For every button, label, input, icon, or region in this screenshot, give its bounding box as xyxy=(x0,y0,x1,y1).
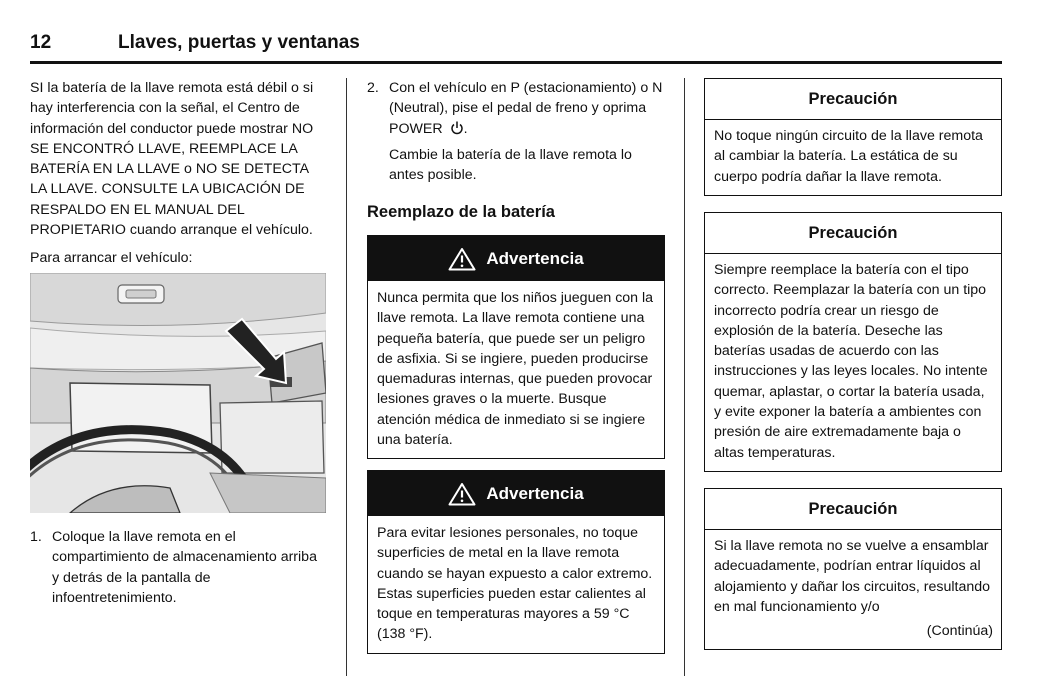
power-icon xyxy=(450,121,464,135)
caution-box-3 xyxy=(704,488,1002,650)
warning-title: Advertencia xyxy=(486,248,584,268)
page-number: 12 xyxy=(30,32,52,53)
warning-box-2 xyxy=(367,470,665,654)
start-label: Para arrancar el vehículo: xyxy=(30,250,193,267)
warning-text: Para evitar lesiones personales, no toque superficies de metal en la llave remota cuando se hayan expuesto a calor extremo. Estas superficies pueden estar calientes al toque en temperaturas mayores a 59 °C (138 °F). xyxy=(377,525,653,643)
step-text: Con el vehículo en P (estacionamiento) o N (Neutral), pise el pedal de freno y oprima POWER xyxy=(389,80,663,137)
caution-box-2 xyxy=(704,212,1002,472)
warning-box-1 xyxy=(367,235,665,459)
page-header xyxy=(30,30,1002,64)
warning-triangle-icon xyxy=(448,247,476,271)
caution-title: Precaución xyxy=(705,79,1001,120)
step-number: 1. xyxy=(30,529,42,545)
vehicle-console-figure xyxy=(30,273,326,513)
steps-list-1 xyxy=(30,527,326,608)
step-2-block xyxy=(367,78,665,185)
section-title: Llaves, puertas y ventanas xyxy=(118,32,360,53)
intro-paragraph: SI la batería de la llave remota está débil o si hay interferencia con la señal, el Centro de información del conductor puede mostrar NO SE ENCONTRÓ LLAVE, REEMPLACE LA BATERÍA EN LA LLAVE o NO SE DETECTA LA LLAVE. CONSULTE LA UBICACIÓN DE RESPALDO EN EL MANUAL DEL PROPIETARIO cuando arranque el vehículo. xyxy=(30,80,314,239)
header-rule xyxy=(30,61,1002,64)
warning-title: Advertencia xyxy=(486,483,584,503)
step-1 xyxy=(30,527,326,608)
battery-replacement-heading: Reemplazo de la batería xyxy=(367,203,555,221)
caution-title: Precaución xyxy=(705,489,1001,530)
step-text: Coloque la llave remota en el compartimiento de almacenamiento arriba y detrás de la pantalla de infoentretenimiento. xyxy=(52,529,317,606)
column-divider-right xyxy=(684,78,685,676)
caution-title: Precaución xyxy=(705,213,1001,254)
continued-label: (Continúa) xyxy=(926,623,993,640)
caution-text: Siempre reemplace la batería con el tipo correcto. Reemplazar la batería con un tipo incorrecto podría crear un riesgo de explosión de la batería. Deseche las baterías usadas de acuerdo con las instrucciones y las leyes locales. No intente quemar, aplastar, o cortar la batería usada, y evite exponer la batería a ambientes con presión de aire extremadamente baja o altas temperaturas. xyxy=(714,262,988,461)
warning-header xyxy=(368,471,664,516)
vehicle-console-illustration-icon xyxy=(30,273,326,513)
column-1 xyxy=(30,78,326,269)
caution-box-1 xyxy=(704,78,1002,196)
step-2 xyxy=(367,78,665,139)
warning-text: Nunca permita que los niños jueguen con la llave remota. La llave remota contiene una pequeña batería, que puede ser un peligro de asfixia. Si se ingiere, pueden producirse quemaduras internas, que pueden provocar lesiones graves o la muerte. Busque atención médica de inmediato si se ingiere una batería. xyxy=(377,290,654,449)
step-text-end: . xyxy=(463,120,468,137)
column-divider-left xyxy=(346,78,347,676)
caution-text: No toque ningún circuito de la llave remota al cambiar la batería. La estática de su cuerpo podría dañar la llave remota. xyxy=(714,128,983,185)
warning-triangle-icon xyxy=(448,482,476,506)
caution-text: Si la llave remota no se vuelve a ensamblar adecuadamente, podrían entrar líquidos al alojamiento y dañar los circuitos, resultando en mal funcionamiento y/o xyxy=(714,538,991,615)
step-2-note: Cambie la batería de la llave remota lo antes posible. xyxy=(389,146,632,184)
step-number: 2. xyxy=(367,80,379,96)
warning-header xyxy=(368,236,664,281)
